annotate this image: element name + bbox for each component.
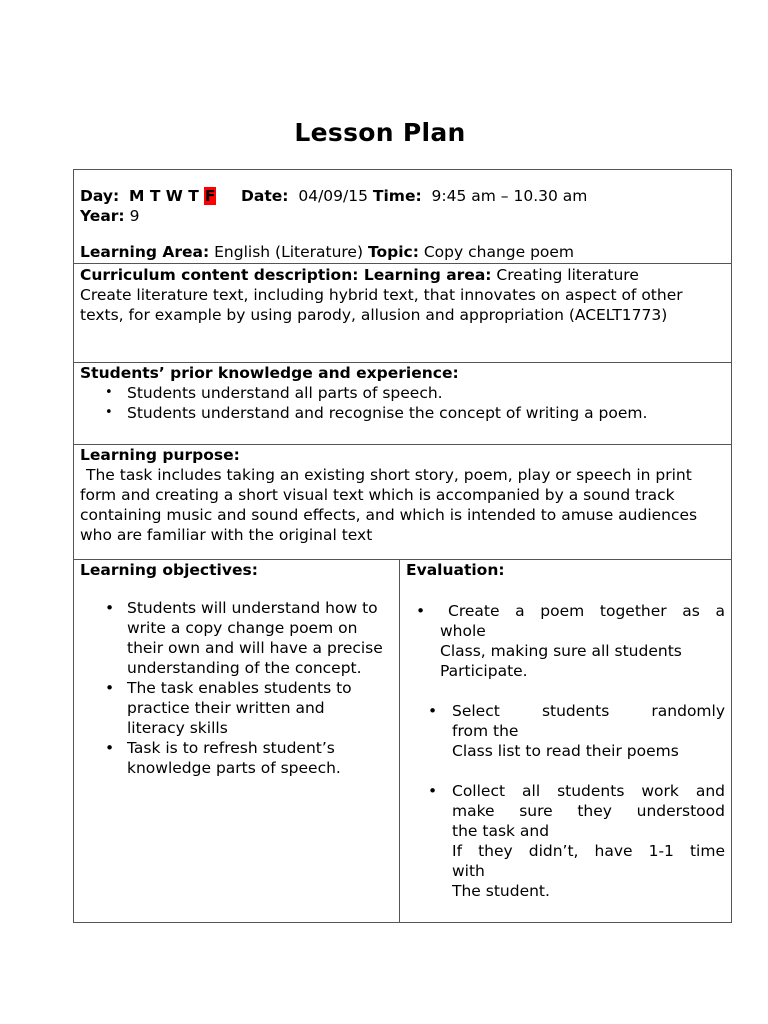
evaluation-line: whole: [440, 622, 486, 640]
learning-purpose-text: The task includes taking an existing short story, poem, play or speech in print form and creating a short visual text which is accompanied by a sound track containing music and sound effects, and which is intended to amuse audiences who are familiar with the original text: [80, 466, 698, 544]
learning-area-value: English (Literature): [214, 243, 364, 261]
list-item: • Task is to refresh student’s knowledge parts of speech.: [80, 738, 393, 778]
curriculum-area: Creating literature: [496, 266, 639, 284]
bullet-icon: •: [416, 602, 426, 620]
evaluation-line: Class, making sure all students: [440, 642, 682, 660]
list-item: • Students understand and recognise the concept of writing a poem.: [80, 403, 725, 423]
evaluation-line: Create a poem together as a: [448, 602, 725, 620]
prior-knowledge-label: Students’ prior knowledge and experience:: [80, 364, 459, 382]
evaluation-line: Participate.: [440, 662, 528, 680]
prior-knowledge-row: [74, 362, 731, 444]
year-value: 9: [129, 207, 140, 225]
time-label: Time:: [372, 187, 422, 205]
prior-knowledge-list: [80, 383, 725, 423]
topic-label: Topic:: [367, 243, 419, 261]
objectives-list: [80, 598, 393, 778]
evaluation-line: Select students randomly: [452, 702, 725, 720]
selected-day: F: [204, 187, 216, 205]
curriculum-heading: [80, 265, 725, 285]
evaluation-line: with: [452, 862, 485, 880]
learning-area-line: [80, 242, 725, 262]
evaluation-line: from the: [452, 722, 519, 740]
time-value: 9:45 am – 10.30 am: [431, 187, 588, 205]
objectives-label: Learning objectives:: [80, 561, 258, 579]
evaluation-item: [406, 601, 725, 681]
evaluation-line: Class list to read their poems: [452, 742, 679, 760]
curriculum-row: [74, 263, 731, 362]
day-date-time-line: [80, 186, 725, 206]
date-label: Date:: [241, 187, 289, 205]
list-item: • Students understand all parts of speech.: [80, 383, 725, 403]
curriculum-description: Create literature text, including hybrid text, that innovates on aspect of other texts, for example by using parody, allusion and appropriation (ACELT1773): [80, 286, 683, 324]
list-item: • The task enables students to practice their written and literacy skills: [80, 678, 393, 738]
year-line: [80, 206, 725, 226]
objectives-evaluation-row: [74, 559, 731, 922]
date-value: 04/09/15: [298, 187, 368, 205]
header-row: [74, 170, 731, 263]
evaluation-item: [406, 781, 725, 901]
list-item: • Students will understand how to write a copy change poem on their own and will have a precise understanding of the concept.: [80, 598, 393, 678]
evaluation-label: Evaluation:: [406, 561, 505, 579]
evaluation-line: If they didn’t, have 1-1 time: [452, 842, 725, 860]
bullet-icon: •: [428, 782, 438, 800]
learning-purpose-row: [74, 444, 731, 559]
page-title: Lesson Plan: [294, 118, 466, 147]
evaluation-line: Collect all students work and: [452, 782, 725, 800]
day-label: Day:: [80, 187, 120, 205]
learning-purpose-label: Learning purpose:: [80, 446, 240, 464]
evaluation-line: make sure they understood: [452, 802, 725, 820]
evaluation-line: the task and: [452, 822, 550, 840]
evaluation-column: [400, 560, 731, 922]
year-label: Year:: [80, 207, 125, 225]
evaluation-item: [406, 701, 725, 761]
evaluation-line: The student.: [452, 882, 550, 900]
topic-value: Copy change poem: [423, 243, 575, 261]
objectives-column: [74, 560, 400, 922]
lesson-plan-table: [73, 169, 732, 923]
learning-area-label: Learning Area:: [80, 243, 210, 261]
days-list: M T W T: [129, 187, 199, 205]
curriculum-label: Curriculum content description: Learning area:: [80, 266, 492, 284]
bullet-icon: •: [428, 702, 438, 720]
